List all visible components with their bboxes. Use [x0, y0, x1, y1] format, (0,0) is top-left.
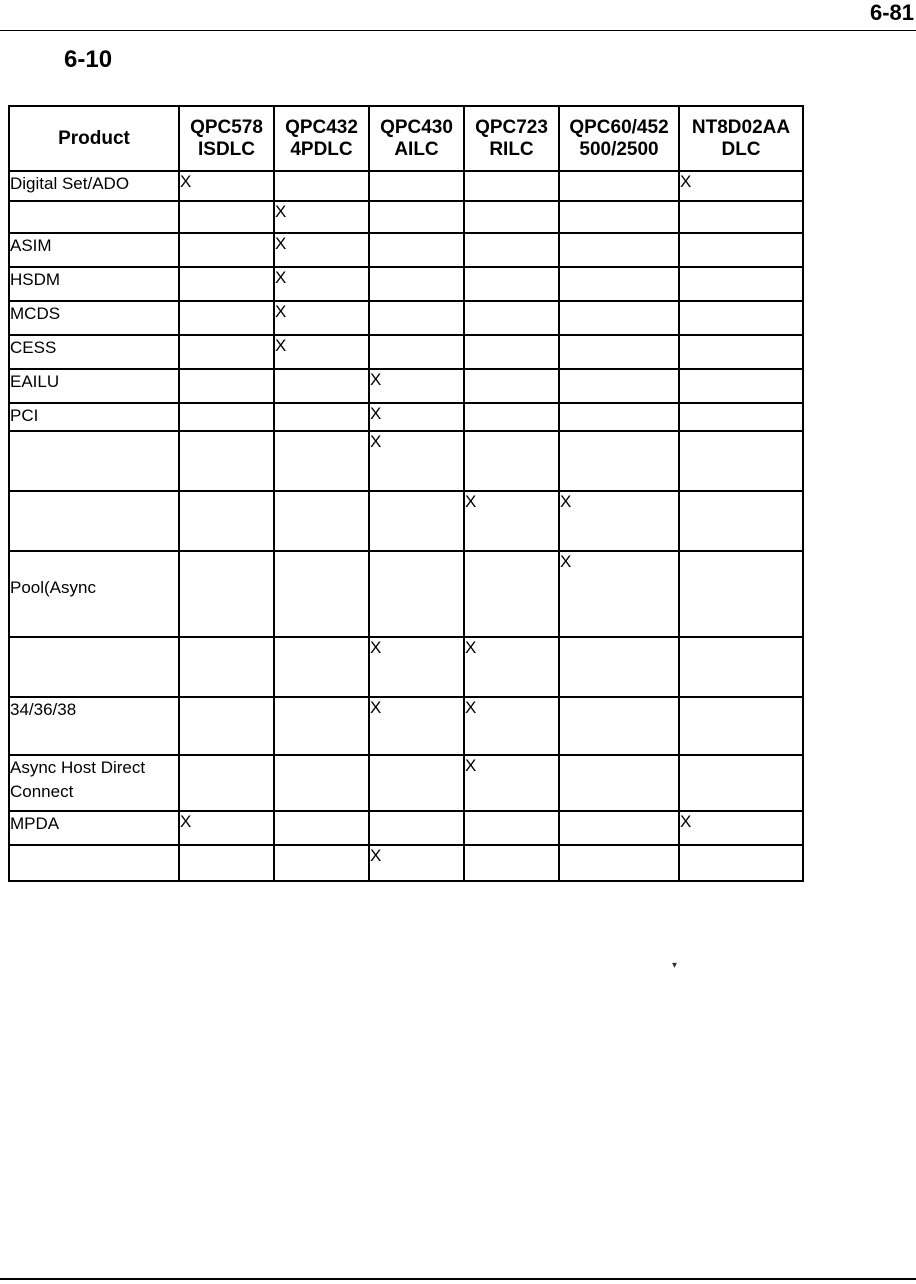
- mark-cell: X: [274, 301, 369, 335]
- row-label: [9, 637, 179, 697]
- mark-cell: X: [274, 335, 369, 369]
- row-label-line: [10, 202, 178, 226]
- mark-cell: X: [274, 201, 369, 233]
- mark-cell: X: [464, 697, 559, 755]
- footer-rule: [0, 1278, 916, 1280]
- mark-cell: X: [369, 845, 464, 881]
- col-header-qpc432: QPC432 4PDLC: [274, 106, 369, 171]
- mark-cell: [559, 335, 679, 369]
- mark-cell: [464, 233, 559, 267]
- row-label-line: PCI: [10, 406, 39, 425]
- header-row: [9, 106, 803, 171]
- mark-cell: [464, 551, 559, 637]
- mark-cell: [274, 755, 369, 811]
- row-label-line: Async Host Direct: [10, 758, 146, 777]
- page-number: 6-81: [869, 0, 914, 25]
- mark-cell: [464, 301, 559, 335]
- mark-cell: [679, 301, 803, 335]
- row-label: [9, 697, 179, 755]
- table-row: [9, 171, 803, 201]
- col-header-qpc723: QPC723 RILC: [464, 106, 559, 171]
- row-label-line: Digital Set/ADO: [10, 174, 130, 193]
- row-label-line: MPDA: [10, 814, 60, 833]
- row-label: [9, 233, 179, 267]
- mark-cell: [559, 637, 679, 697]
- header-rule: [0, 30, 916, 31]
- mark-cell: [274, 491, 369, 551]
- mark-cell: [559, 171, 679, 201]
- mark-cell: [464, 201, 559, 233]
- mark-cell: X: [464, 755, 559, 811]
- row-label-line: 34/36/38: [10, 700, 77, 719]
- mark-cell: X: [369, 637, 464, 697]
- mark-cell: X: [369, 369, 464, 403]
- mark-cell: [679, 267, 803, 301]
- row-label-line: ASIM: [10, 236, 52, 255]
- row-label: [9, 755, 179, 811]
- mark-cell: [679, 335, 803, 369]
- table-row: [9, 637, 803, 697]
- mark-cell: [274, 431, 369, 491]
- mark-cell: [464, 403, 559, 431]
- row-label: [9, 171, 179, 201]
- mark-cell: [679, 845, 803, 881]
- row-label: [9, 369, 179, 403]
- mark-cell: [369, 267, 464, 301]
- mark-cell: [179, 755, 274, 811]
- mark-cell: X: [179, 811, 274, 845]
- row-label: [9, 551, 179, 637]
- mark-cell: [369, 201, 464, 233]
- mark-cell: [464, 811, 559, 845]
- mark-cell: X: [464, 637, 559, 697]
- mark-cell: [369, 491, 464, 551]
- mark-cell: [369, 755, 464, 811]
- mark-cell: [274, 637, 369, 697]
- mark-cell: X: [679, 171, 803, 201]
- row-label: [9, 811, 179, 845]
- mark-cell: [179, 369, 274, 403]
- mark-cell: [559, 267, 679, 301]
- row-label-line: CESS: [10, 338, 57, 357]
- row-label: [9, 403, 179, 431]
- mark-cell: [559, 201, 679, 233]
- mark-cell: [179, 637, 274, 697]
- mark-cell: [369, 811, 464, 845]
- col-header-qpc578: QPC578 ISDLC: [179, 106, 274, 171]
- mark-cell: X: [369, 403, 464, 431]
- mark-cell: [274, 811, 369, 845]
- col-header-qpc60-452: QPC60/452 500/2500: [559, 106, 679, 171]
- col-header-qpc430: QPC430 AILC: [369, 106, 464, 171]
- mark-cell: [679, 431, 803, 491]
- mark-cell: [179, 431, 274, 491]
- row-label: [9, 267, 179, 301]
- table-row: [9, 335, 803, 369]
- mark-cell: [679, 637, 803, 697]
- mark-cell: [274, 369, 369, 403]
- mark-cell: [369, 171, 464, 201]
- mark-cell: [274, 551, 369, 637]
- mark-cell: [179, 697, 274, 755]
- mark-cell: X: [679, 811, 803, 845]
- mark-cell: [369, 301, 464, 335]
- compatibility-table: [8, 105, 804, 882]
- row-label-line: MCDS: [10, 304, 61, 323]
- mark-cell: [179, 551, 274, 637]
- row-label: [9, 335, 179, 369]
- table-row: [9, 267, 803, 301]
- mark-cell: [274, 171, 369, 201]
- row-label: [9, 491, 179, 551]
- mark-cell: [369, 233, 464, 267]
- mark-cell: [559, 811, 679, 845]
- row-label-line: [10, 492, 178, 516]
- mark-cell: [179, 233, 274, 267]
- mark-cell: [274, 403, 369, 431]
- table-row: [9, 301, 803, 335]
- mark-cell: [464, 267, 559, 301]
- table-row: [9, 551, 803, 637]
- row-label-line: EAILU: [10, 372, 60, 391]
- table-row: [9, 431, 803, 491]
- table-row: [9, 697, 803, 755]
- mark-cell: X: [274, 267, 369, 301]
- row-label-line: [10, 432, 178, 456]
- table-row: [9, 201, 803, 233]
- mark-cell: [464, 431, 559, 491]
- mark-cell: X: [179, 171, 274, 201]
- mark-cell: [369, 335, 464, 369]
- col-header-nt8d02aa: NT8D02AA DLC: [679, 106, 803, 171]
- table-row: [9, 403, 803, 431]
- mark-cell: X: [274, 233, 369, 267]
- mark-cell: [559, 301, 679, 335]
- row-label-line: [10, 552, 178, 576]
- mark-cell: [464, 335, 559, 369]
- mark-cell: [179, 201, 274, 233]
- mark-cell: [179, 491, 274, 551]
- table-row: [9, 491, 803, 551]
- mark-cell: [559, 403, 679, 431]
- row-label: [9, 845, 179, 881]
- mark-cell: [559, 755, 679, 811]
- mark-cell: X: [559, 491, 679, 551]
- mark-cell: [679, 369, 803, 403]
- row-label-line: Connect: [10, 782, 74, 801]
- mark-cell: [679, 233, 803, 267]
- mark-cell: [179, 403, 274, 431]
- mark-cell: [559, 233, 679, 267]
- mark-cell: X: [559, 551, 679, 637]
- row-label: [9, 201, 179, 233]
- mark-cell: [679, 201, 803, 233]
- mark-cell: X: [369, 697, 464, 755]
- table-row: [9, 755, 803, 811]
- scan-mark: ▾: [672, 960, 678, 971]
- mark-cell: X: [464, 491, 559, 551]
- table-row: [9, 811, 803, 845]
- mark-cell: X: [369, 431, 464, 491]
- table-row: [9, 845, 803, 881]
- mark-cell: [179, 845, 274, 881]
- table-row: [9, 233, 803, 267]
- mark-cell: [179, 267, 274, 301]
- mark-cell: [274, 845, 369, 881]
- mark-cell: [464, 171, 559, 201]
- table-number: 6-10: [64, 46, 113, 73]
- table-row: [9, 369, 803, 403]
- row-label: [9, 301, 179, 335]
- mark-cell: [274, 697, 369, 755]
- row-label: [9, 431, 179, 491]
- mark-cell: [559, 431, 679, 491]
- mark-cell: [679, 551, 803, 637]
- mark-cell: [679, 755, 803, 811]
- mark-cell: [179, 335, 274, 369]
- mark-cell: [464, 845, 559, 881]
- mark-cell: [559, 845, 679, 881]
- mark-cell: [559, 697, 679, 755]
- row-label-line: Pool(Async: [10, 578, 96, 597]
- mark-cell: [679, 697, 803, 755]
- row-label-line: [10, 846, 178, 870]
- mark-cell: [464, 369, 559, 403]
- row-label-line: [10, 638, 178, 662]
- mark-cell: [369, 551, 464, 637]
- mark-cell: [179, 301, 274, 335]
- mark-cell: [679, 491, 803, 551]
- mark-cell: [559, 369, 679, 403]
- col-header-product: Product: [9, 106, 179, 171]
- mark-cell: [679, 403, 803, 431]
- row-label-line: HSDM: [10, 270, 61, 289]
